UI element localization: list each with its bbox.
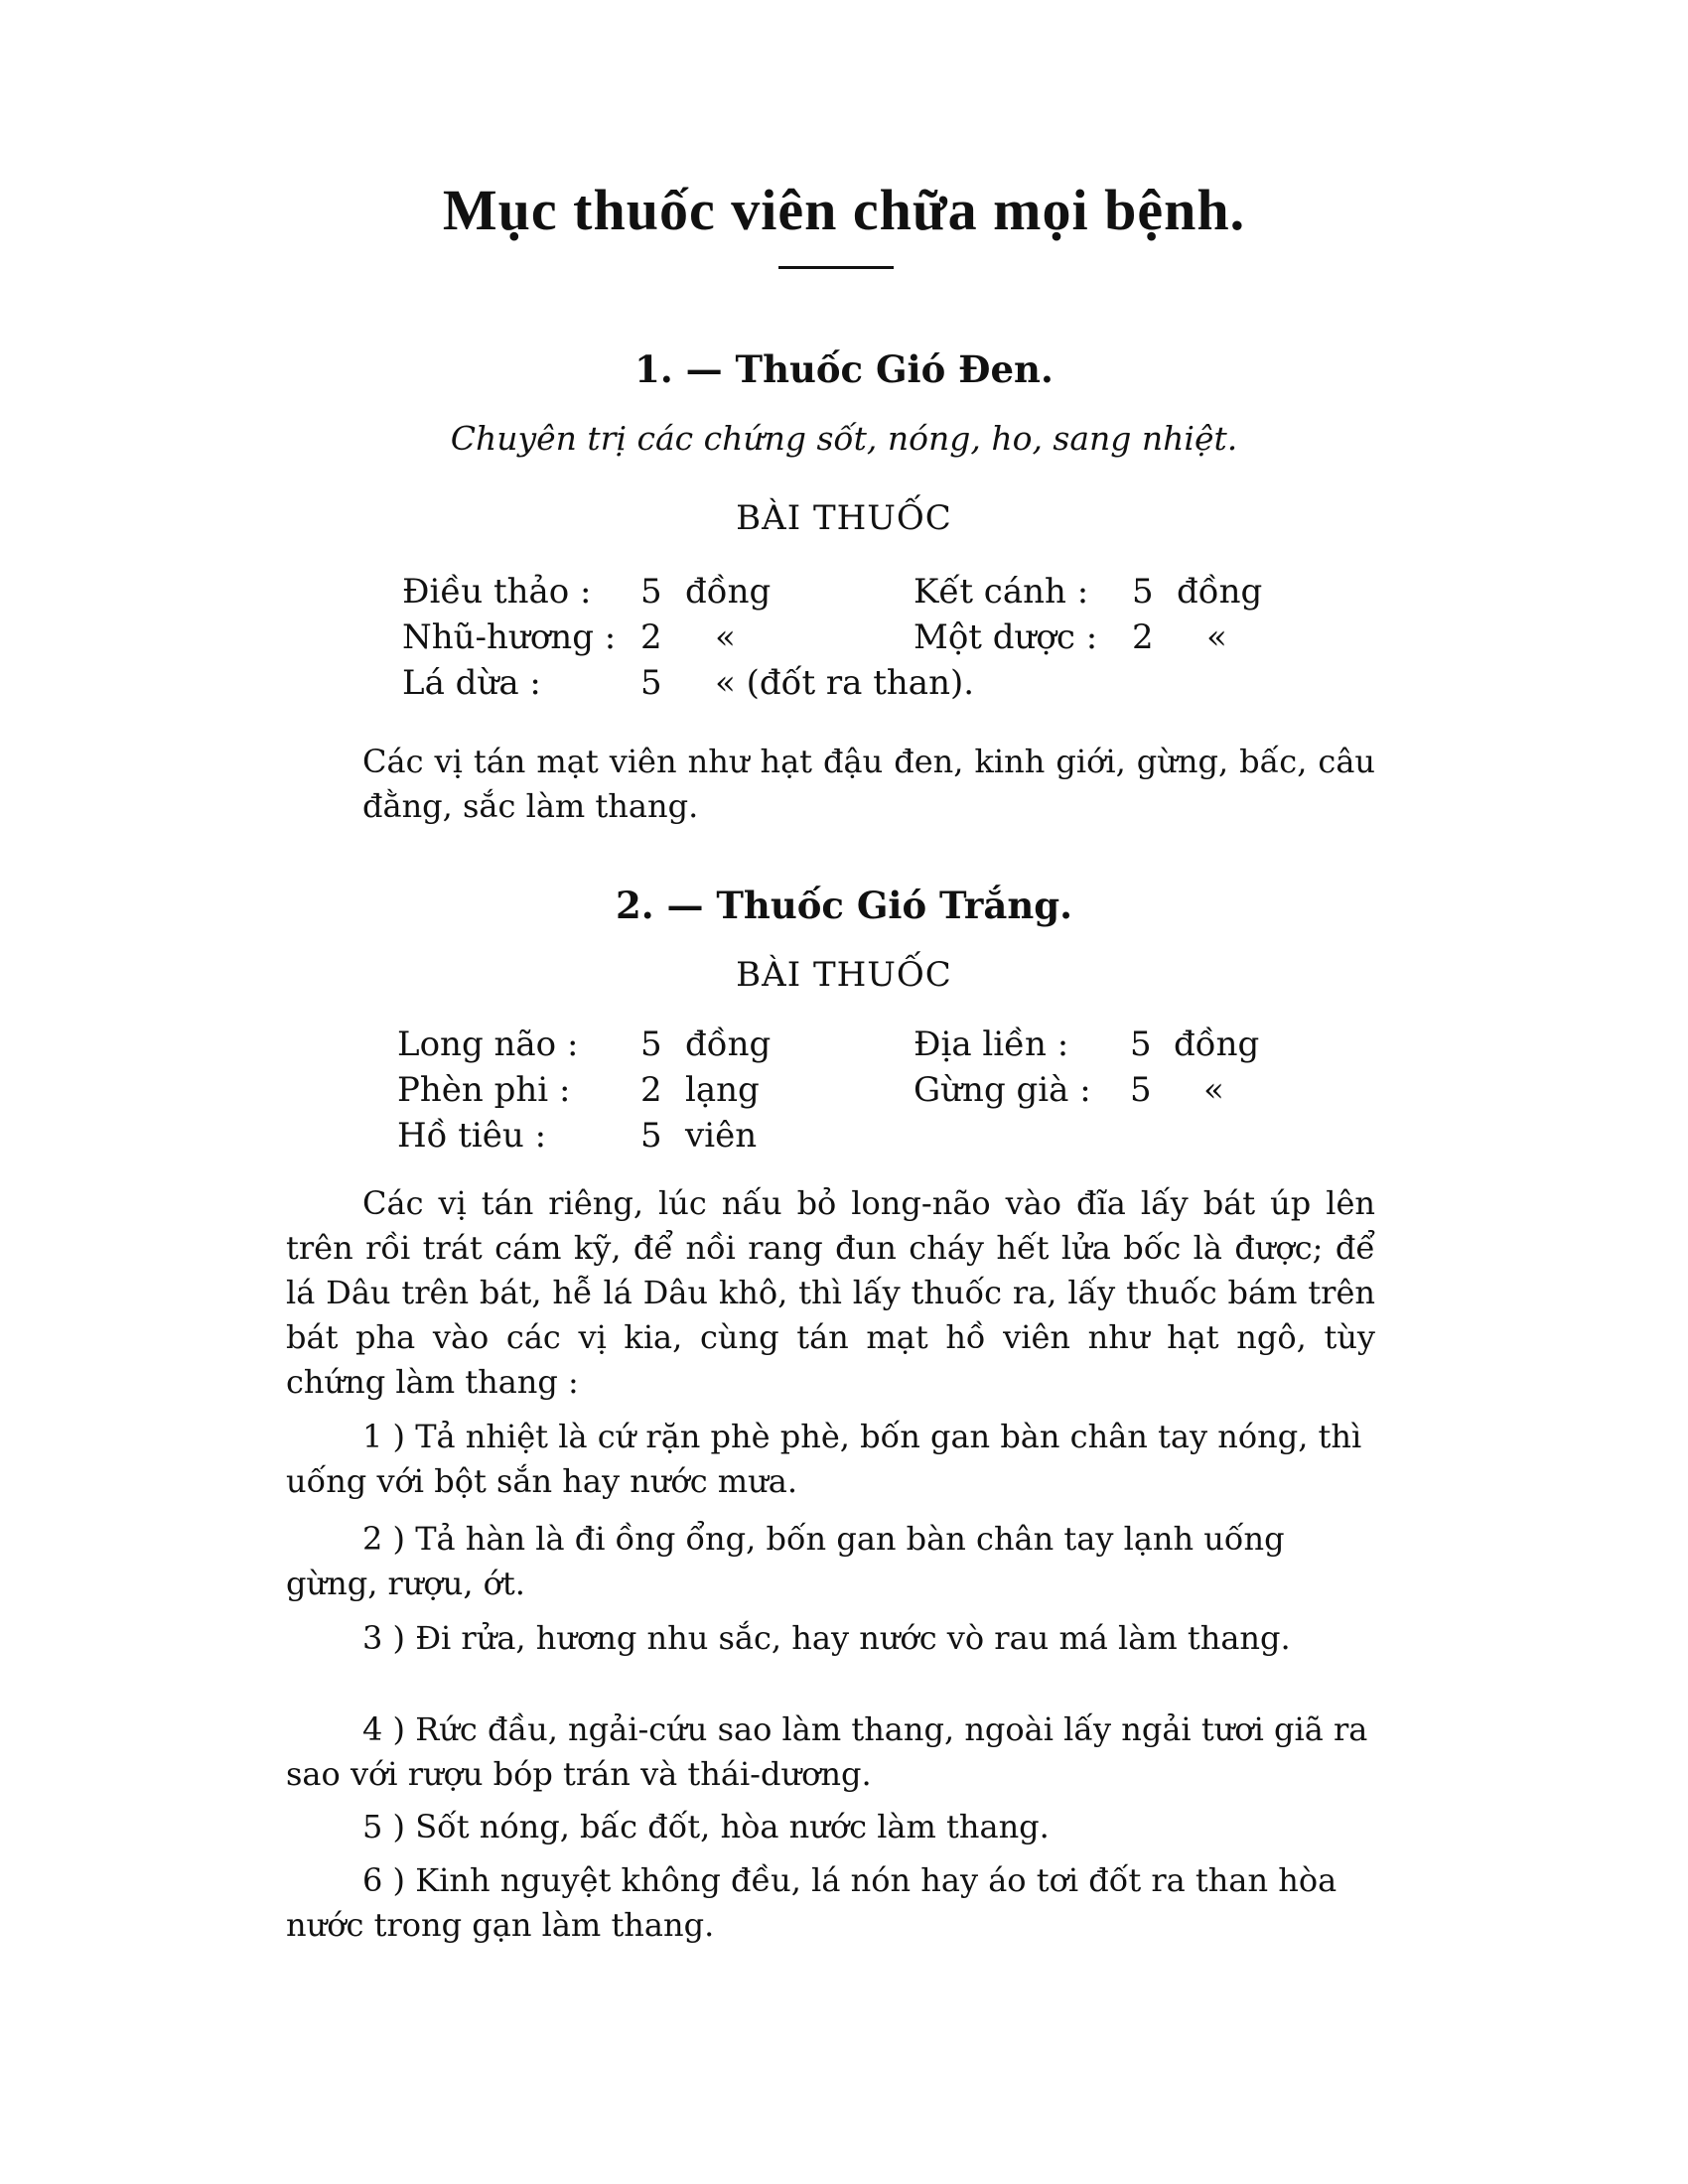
- usage-number: 1 ): [362, 1418, 406, 1455]
- ingredient-qty: 5: [1132, 572, 1154, 612]
- ingredient-name: Long não :: [397, 1024, 579, 1064]
- usage-item: [286, 1707, 1375, 1797]
- usage-item: [286, 1415, 1375, 1504]
- ingredient-unit: lạng: [685, 1070, 760, 1110]
- usage-number: 3 ): [362, 1619, 406, 1657]
- ingredient-unit: viên: [685, 1116, 758, 1156]
- usage-text: Kinh nguyệt không đều, lá nón hay áo tơi đốt ra than hòa nước trong gạn làm thang.: [286, 1861, 1337, 1944]
- ingredient-qty: 5: [1130, 1024, 1152, 1064]
- ingredient-name: Phèn phi :: [397, 1070, 571, 1110]
- ingredient-name: Gừng già :: [914, 1070, 1091, 1110]
- usage-text: Tả nhiệt là cứ rặn phè phè, bốn gan bàn chân tay nóng, thì uống với bột sắn hay nước mưa.: [286, 1418, 1362, 1500]
- section-2-recipe-label: BÀI THUỐC: [736, 955, 952, 995]
- ingredient-qty: 5: [1130, 1070, 1152, 1110]
- usage-number: 4 ): [362, 1710, 406, 1748]
- ingredient-qty: 5: [640, 663, 662, 703]
- ingredient-qty: 2: [1132, 617, 1154, 657]
- usage-number: 5 ): [362, 1808, 406, 1845]
- title-divider: [778, 266, 894, 269]
- usage-number: 6 ): [362, 1861, 406, 1899]
- ingredient-qty: 5: [640, 1116, 662, 1156]
- ingredient-qty: 2: [640, 1070, 662, 1110]
- ingredient-name: Điều thảo :: [402, 572, 592, 612]
- usage-item: [286, 1858, 1375, 1948]
- ingredient-name: Địa liền :: [914, 1024, 1069, 1064]
- section-1-heading: 1. — Thuốc Gió Đen.: [634, 347, 1054, 391]
- ingredient-name: Hồ tiêu :: [397, 1116, 547, 1156]
- section-1-subtitle: Chuyên trị các chứng sốt, nóng, ho, sang nhiệt.: [450, 419, 1238, 458]
- ingredient-qty: 5: [640, 1024, 662, 1064]
- usage-text: Rức đầu, ngải-cứu sao làm thang, ngoài lấy ngải tươi giã ra sao với rượu bóp trán và thái-dương.: [286, 1710, 1368, 1793]
- section-2-instructions: Các vị tán riêng, lúc nấu bỏ long-não vào đĩa lấy bát úp lên trên rồi trát cám kỹ, để nồi rang đun cháy hết lửa bốc là được; để lá Dâu trên bát, hễ lá Dâu khô, thì lấy thuốc ra, lấy thuốc bám trên bát pha vào các vị kia, cùng tán mạt hồ viên như hạt ngô, tùy chứng làm thang :: [286, 1184, 1375, 1401]
- section-1-recipe-label: BÀI THUỐC: [736, 498, 952, 538]
- ingredient-unit: đồng: [1177, 572, 1263, 612]
- ingredient-unit: «: [1203, 1070, 1224, 1110]
- ingredient-name: Nhũ-hương :: [402, 617, 617, 657]
- usage-item: [286, 1805, 1375, 1849]
- ingredient-unit: «: [1206, 617, 1227, 657]
- usage-text: Sốt nóng, bấc đốt, hòa nước làm thang.: [415, 1808, 1050, 1845]
- ingredient-name: Kết cánh :: [914, 572, 1089, 612]
- usage-text: Đi rửa, hương nhu sắc, hay nước vò rau má làm thang.: [415, 1619, 1291, 1657]
- ingredient-unit: « (đốt ra than).: [715, 663, 975, 703]
- ingredient-qty: 5: [640, 572, 662, 612]
- usage-item: [286, 1616, 1375, 1661]
- section-1-instructions: Các vị tán mạt viên như hạt đậu đen, kinh giới, gừng, bấc, câu đằng, sắc làm thang.: [362, 743, 1375, 825]
- page-title: Mục thuốc viên chữa mọi bệnh.: [442, 178, 1246, 242]
- section-2-heading: 2. — Thuốc Gió Trắng.: [616, 884, 1072, 927]
- ingredient-name: Lá dừa :: [402, 663, 541, 703]
- ingredient-unit: đồng: [685, 1024, 772, 1064]
- usage-text: Tả hàn là đi ồng ổng, bốn gan bàn chân tay lạnh uống gừng, rượu, ớt.: [286, 1520, 1285, 1602]
- ingredient-unit: đồng: [685, 572, 772, 612]
- ingredient-name: Một dược :: [914, 617, 1098, 657]
- ingredient-unit: «: [715, 617, 736, 657]
- ingredient-unit: đồng: [1174, 1024, 1260, 1064]
- ingredient-qty: 2: [640, 617, 662, 657]
- usage-item: [286, 1517, 1375, 1606]
- usage-number: 2 ): [362, 1520, 406, 1558]
